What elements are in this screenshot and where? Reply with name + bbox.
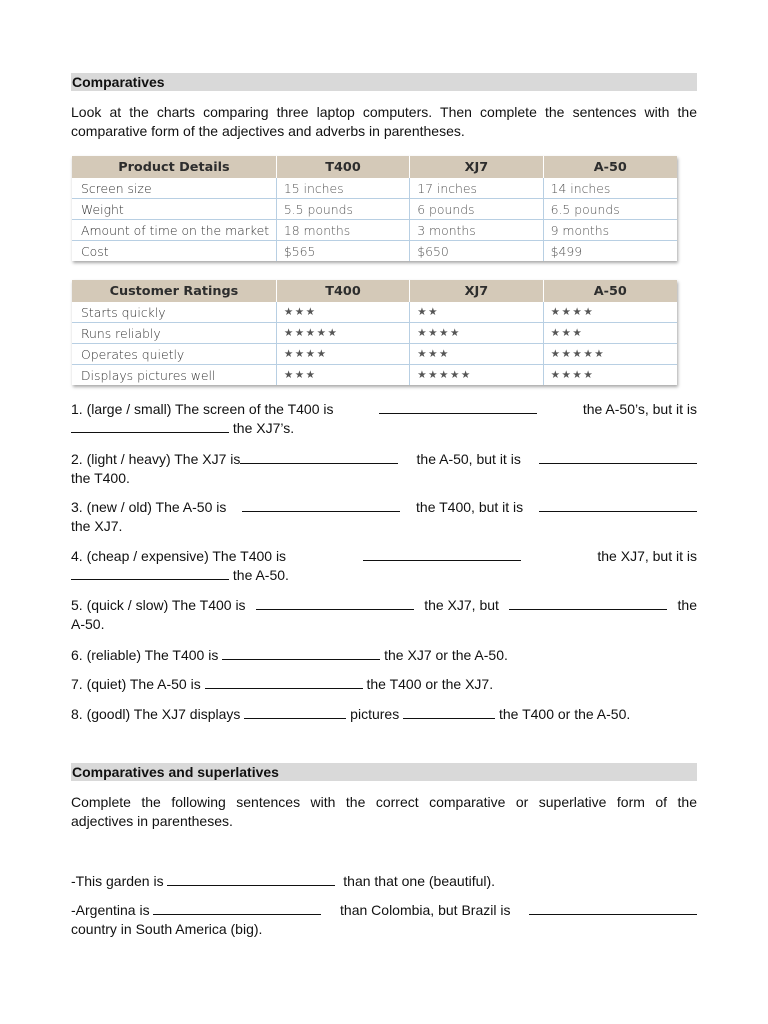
question-text: the XJ7, but it is bbox=[597, 548, 697, 564]
question-text: 6. (reliable) The T400 is bbox=[71, 647, 219, 663]
answer-blank[interactable] bbox=[529, 901, 697, 915]
instructions-comparatives bbox=[71, 103, 697, 141]
answer-blank[interactable] bbox=[363, 547, 521, 561]
table-cell: $565 bbox=[276, 241, 409, 262]
question-text: 2. (light / heavy) The XJ7 is bbox=[71, 451, 241, 467]
table-row bbox=[72, 302, 677, 323]
star-rating: ★★★★★ bbox=[276, 323, 409, 344]
star-rating: ★★★★★ bbox=[410, 365, 543, 386]
column-header: Product Details bbox=[72, 156, 276, 178]
section-heading-comparatives: Comparatives bbox=[71, 73, 697, 91]
question-text: the T400, but it is bbox=[416, 499, 524, 515]
sentence-text: than Colombia, but Brazil is bbox=[340, 902, 511, 918]
table-header-row bbox=[72, 280, 677, 302]
row-label: Displays pictures well bbox=[72, 365, 276, 386]
column-header: XJ7 bbox=[410, 156, 543, 178]
question-text: the T400 or the XJ7. bbox=[366, 676, 494, 692]
answer-blank[interactable] bbox=[403, 705, 495, 719]
row-label: Operates quietly bbox=[72, 344, 276, 365]
row-label: Starts quickly bbox=[72, 302, 276, 323]
answer-blank[interactable] bbox=[256, 596, 414, 610]
table-row bbox=[72, 199, 677, 220]
question-text: the A-50. bbox=[232, 567, 289, 583]
question-text: 5. (quick / slow) The T400 is bbox=[71, 597, 246, 613]
instructions-line-2: comparative form of the adjectives and adverbs in parentheses. bbox=[71, 123, 465, 139]
star-rating: ★★★★ bbox=[276, 344, 409, 365]
column-header: T400 bbox=[276, 280, 409, 302]
answer-blank[interactable] bbox=[509, 596, 667, 610]
column-header: A-50 bbox=[543, 156, 677, 178]
star-rating: ★★★ bbox=[276, 365, 409, 386]
answer-blank[interactable] bbox=[379, 400, 537, 414]
table-cell: 17 inches bbox=[410, 178, 543, 199]
question-text: 4. (cheap / expensive) The T400 is bbox=[71, 548, 287, 564]
question-text: the XJ7. bbox=[71, 518, 123, 534]
table-row bbox=[72, 241, 677, 262]
question-text: A-50. bbox=[71, 616, 105, 632]
table-cell: 3 months bbox=[410, 220, 543, 241]
instructions-superlatives bbox=[71, 793, 697, 831]
sentence-2 bbox=[71, 901, 697, 939]
question-1 bbox=[71, 400, 697, 438]
table-cell: 18 months bbox=[276, 220, 409, 241]
question-text: 7. (quiet) The A-50 is bbox=[71, 676, 201, 692]
question-text: the A-50, but it is bbox=[416, 451, 521, 467]
answer-blank[interactable] bbox=[153, 901, 321, 915]
question-6 bbox=[71, 646, 697, 665]
table-cell: 5.5 pounds bbox=[276, 199, 409, 220]
answer-blank[interactable] bbox=[222, 646, 380, 660]
answer-blank[interactable] bbox=[71, 566, 229, 580]
answer-blank[interactable] bbox=[242, 498, 400, 512]
customer-ratings-table bbox=[72, 280, 677, 385]
instructions-line-1: Look at the charts comparing three laptop computers. Then complete the sentences with the bbox=[71, 104, 697, 120]
table-row bbox=[72, 178, 677, 199]
row-label: Runs reliably bbox=[72, 323, 276, 344]
star-rating: ★★★★ bbox=[543, 302, 677, 323]
question-text: the T400 or the A-50. bbox=[498, 706, 631, 722]
answer-blank[interactable] bbox=[167, 872, 335, 886]
table-row bbox=[72, 365, 677, 386]
answer-blank[interactable] bbox=[244, 705, 346, 719]
answer-blank[interactable] bbox=[240, 450, 398, 464]
star-rating: ★★★ bbox=[276, 302, 409, 323]
table-cell: 6 pounds bbox=[410, 199, 543, 220]
answer-blank[interactable] bbox=[539, 498, 697, 512]
table-row bbox=[72, 323, 677, 344]
instructions-line-2: adjectives in parentheses. bbox=[71, 813, 233, 829]
sentence-text: -This garden is bbox=[71, 873, 164, 889]
column-header: T400 bbox=[276, 156, 409, 178]
question-text: the A-50’s, but it is bbox=[582, 401, 697, 417]
question-text: 8. (goodl) The XJ7 displays bbox=[71, 706, 241, 722]
column-header: XJ7 bbox=[410, 280, 543, 302]
question-text: the XJ7 or the A-50. bbox=[384, 647, 508, 663]
row-label: Screen size bbox=[72, 178, 276, 199]
sentence-text: -Argentina is bbox=[71, 902, 150, 918]
star-rating: ★★★ bbox=[410, 344, 543, 365]
star-rating: ★★★ bbox=[543, 323, 677, 344]
question-5 bbox=[71, 596, 697, 634]
star-rating: ★★★★ bbox=[410, 323, 543, 344]
sentence-1 bbox=[71, 872, 697, 891]
question-text: the XJ7, but bbox=[424, 597, 499, 613]
column-header: A-50 bbox=[543, 280, 677, 302]
section-heading-comparatives-superlatives: Comparatives and superlatives bbox=[71, 763, 697, 781]
table-cell: $499 bbox=[550, 243, 583, 259]
sentence-text: country in South America (big). bbox=[71, 921, 263, 937]
sentence-text: than that one (beautiful). bbox=[343, 873, 496, 889]
table-cell: $650 bbox=[410, 241, 543, 262]
question-7 bbox=[71, 675, 697, 694]
question-text: pictures bbox=[350, 706, 400, 722]
instructions-line-1: Complete the following sentences with the correct comparative or superlative form of the bbox=[71, 794, 697, 810]
table-row bbox=[72, 220, 677, 241]
star-rating: ★★★★ bbox=[550, 369, 595, 381]
table-cell: 14 inches bbox=[543, 178, 677, 199]
column-header: Customer Ratings bbox=[72, 280, 276, 302]
product-details-table bbox=[72, 156, 677, 261]
answer-blank[interactable] bbox=[205, 675, 363, 689]
question-text: the bbox=[677, 597, 697, 613]
table-cell: 6.5 pounds bbox=[543, 199, 677, 220]
table-cell: 9 months bbox=[543, 220, 677, 241]
answer-blank[interactable] bbox=[71, 419, 229, 433]
table-row bbox=[72, 344, 677, 365]
star-rating: ★★ bbox=[410, 302, 543, 323]
question-2 bbox=[71, 450, 697, 488]
question-3 bbox=[71, 498, 697, 536]
table-cell: 15 inches bbox=[276, 178, 409, 199]
answer-blank[interactable] bbox=[539, 450, 697, 464]
star-rating: ★★★★★ bbox=[543, 344, 677, 365]
row-label: Cost bbox=[72, 241, 276, 262]
question-text: the T400. bbox=[71, 470, 130, 486]
question-text: 3. (new / old) The A-50 is bbox=[71, 499, 227, 515]
question-4 bbox=[71, 547, 697, 585]
question-8 bbox=[71, 705, 697, 724]
row-label: Amount of time on the market bbox=[72, 220, 276, 241]
question-text: 1. (large / small) The screen of the T400 is bbox=[71, 401, 334, 417]
table-header-row bbox=[72, 156, 677, 178]
row-label: Weight bbox=[72, 199, 276, 220]
question-text: the XJ7’s. bbox=[232, 420, 295, 436]
